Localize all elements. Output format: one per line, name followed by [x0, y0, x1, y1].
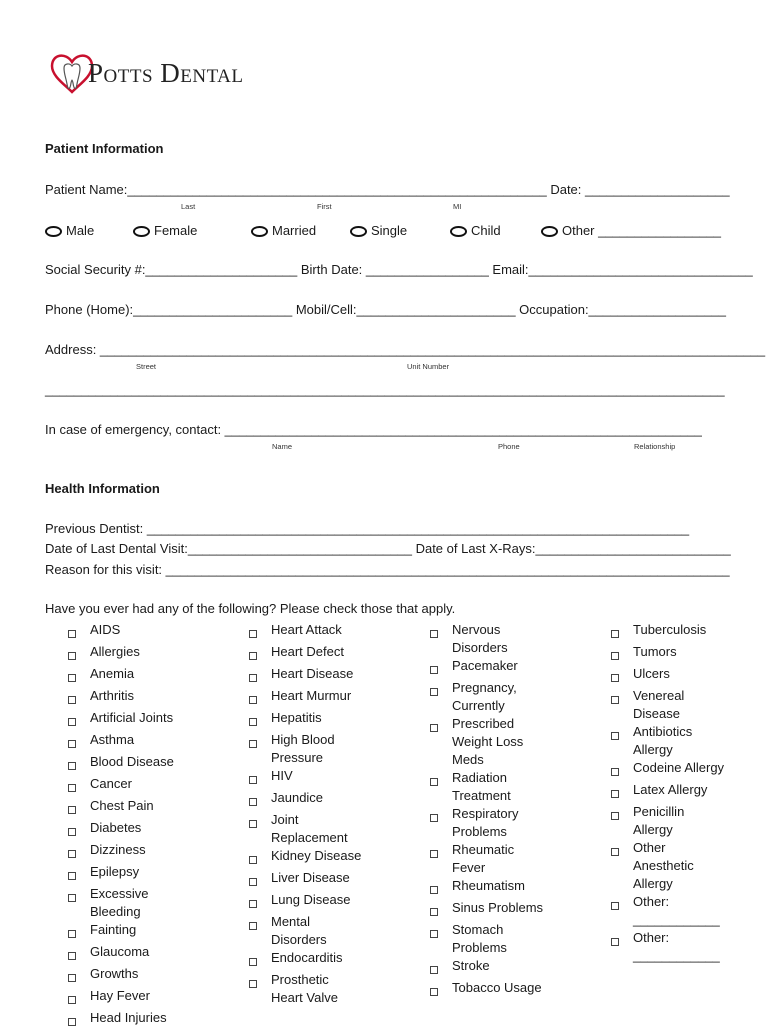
condition-item[interactable]: Penicillin Allergy	[611, 803, 741, 839]
checkbox[interactable]	[611, 674, 619, 682]
checkbox[interactable]	[430, 930, 438, 938]
condition-item[interactable]: Fainting	[68, 921, 228, 943]
checkbox[interactable]	[68, 696, 76, 704]
ssn-line[interactable]: Social Security #:_____________________ Birth Date: _________________ Email:_______________________________	[45, 262, 753, 277]
single-label: Single	[371, 223, 408, 238]
single-radio[interactable]	[350, 226, 367, 237]
condition-item[interactable]: Joint Replacement	[249, 811, 379, 847]
sub-unit-number: Unit Number	[407, 362, 450, 371]
checkbox[interactable]	[249, 820, 257, 828]
condition-item[interactable]: Radiation Treatment	[430, 769, 560, 805]
sub-last: Last	[181, 202, 196, 211]
checkbox[interactable]	[430, 966, 438, 974]
female-radio[interactable]	[133, 226, 150, 237]
checkbox[interactable]	[68, 740, 76, 748]
other-label[interactable]: Other _________________	[562, 223, 722, 238]
condition-item[interactable]: Tuberculosis	[611, 621, 741, 643]
checkbox[interactable]	[68, 850, 76, 858]
checkbox[interactable]	[249, 674, 257, 682]
condition-item[interactable]: Rheumatic Fever	[430, 841, 560, 877]
condition-item[interactable]: Stroke	[430, 957, 560, 979]
checkbox[interactable]	[430, 814, 438, 822]
sub-street: Street	[136, 362, 157, 371]
checkbox[interactable]	[68, 952, 76, 960]
checkbox[interactable]	[249, 740, 257, 748]
conditions-col-4	[611, 621, 741, 965]
condition-item[interactable]: Cancer	[68, 775, 228, 797]
condition-item[interactable]: Pregnancy, Currently	[430, 679, 560, 715]
condition-item[interactable]: Heart Murmur	[249, 687, 379, 709]
checkbox[interactable]	[611, 652, 619, 660]
checkbox[interactable]	[249, 696, 257, 704]
condition-item[interactable]: Excessive Bleeding	[68, 885, 228, 921]
condition-item[interactable]: Tobacco Usage	[430, 979, 560, 1001]
checkbox[interactable]	[430, 908, 438, 916]
condition-item[interactable]: Dizziness	[68, 841, 228, 863]
checkbox[interactable]	[430, 666, 438, 674]
condition-item[interactable]: Other: ____________	[611, 929, 741, 965]
checkbox[interactable]	[249, 630, 257, 638]
condition-item[interactable]: Rheumatism	[430, 877, 560, 899]
checkbox[interactable]	[430, 724, 438, 732]
checkbox[interactable]	[68, 674, 76, 682]
condition-item[interactable]: Arthritis	[68, 687, 228, 709]
condition-item[interactable]: Asthma	[68, 731, 228, 753]
condition-item[interactable]: Nervous Disorders	[430, 621, 560, 657]
male-label: Male	[66, 223, 95, 238]
checkbox[interactable]	[68, 806, 76, 814]
child-radio[interactable]	[450, 226, 467, 237]
checkbox[interactable]	[611, 630, 619, 638]
condition-item[interactable]: Anemia	[68, 665, 228, 687]
checkbox[interactable]	[430, 886, 438, 894]
condition-item[interactable]: Lung Disease	[249, 891, 379, 913]
condition-item[interactable]: Other Anesthetic Allergy	[611, 839, 741, 893]
patient-name-line[interactable]: Patient Name:__________________________________________________________ Date: ____________________	[45, 182, 730, 197]
condition-item[interactable]: Sinus Problems	[430, 899, 560, 921]
child-label: Child	[471, 223, 501, 238]
conditions-col-3	[430, 621, 560, 1001]
checkbox[interactable]	[611, 848, 619, 856]
other-radio[interactable]	[541, 226, 558, 237]
checkbox[interactable]	[430, 688, 438, 696]
condition-item[interactable]: Hay Fever	[68, 987, 228, 1009]
condition-item[interactable]: AIDS	[68, 621, 228, 643]
conditions-question: Have you ever had any of the following? Please check those that apply.	[45, 601, 456, 616]
condition-item[interactable]: Latex Allergy	[611, 781, 741, 803]
checkbox[interactable]	[249, 900, 257, 908]
condition-item[interactable]: Blood Disease	[68, 753, 228, 775]
condition-item[interactable]: Stomach Problems	[430, 921, 560, 957]
checkbox[interactable]	[68, 828, 76, 836]
checkbox[interactable]	[68, 1018, 76, 1026]
condition-item[interactable]: Head Injuries	[68, 1009, 228, 1031]
checkbox[interactable]	[249, 878, 257, 886]
sub-name: Name	[272, 442, 293, 451]
conditions-col-2	[249, 621, 379, 1007]
checkbox[interactable]	[249, 856, 257, 864]
sub-mi: MI	[453, 202, 462, 211]
checkbox[interactable]	[68, 630, 76, 638]
checkbox[interactable]	[249, 980, 257, 988]
condition-item[interactable]: Heart Attack	[249, 621, 379, 643]
address-line[interactable]: Address: ____________________________________________________________________________________________	[45, 342, 766, 357]
checkbox[interactable]	[249, 798, 257, 806]
checkbox[interactable]	[430, 630, 438, 638]
condition-item[interactable]: Prosthetic Heart Valve	[249, 971, 379, 1007]
patient-info-heading: Patient Information	[45, 141, 164, 156]
checkbox[interactable]	[249, 776, 257, 784]
condition-item[interactable]: Allergies	[68, 643, 228, 665]
female-label: Female	[154, 223, 198, 238]
male-radio[interactable]	[45, 226, 62, 237]
condition-item[interactable]: Heart Defect	[249, 643, 379, 665]
condition-item[interactable]: Glaucoma	[68, 943, 228, 965]
condition-item[interactable]: Codeine Allergy	[611, 759, 741, 781]
condition-item[interactable]: Liver Disease	[249, 869, 379, 891]
condition-item[interactable]: Other: ____________	[611, 893, 741, 929]
checkbox[interactable]	[249, 718, 257, 726]
condition-item[interactable]: HIV	[249, 767, 379, 789]
condition-item[interactable]: Chest Pain	[68, 797, 228, 819]
checkbox[interactable]	[611, 812, 619, 820]
married-radio[interactable]	[251, 226, 268, 237]
checkbox[interactable]	[68, 784, 76, 792]
condition-item[interactable]: High Blood Pressure	[249, 731, 379, 767]
checkbox[interactable]	[249, 958, 257, 966]
condition-item[interactable]: Endocarditis	[249, 949, 379, 971]
checkbox[interactable]	[611, 768, 619, 776]
condition-item[interactable]: Mental Disorders	[249, 913, 379, 949]
logo-text: Potts Dental	[88, 58, 244, 88]
condition-item[interactable]: Venereal Disease	[611, 687, 741, 723]
last-visit-line[interactable]: Date of Last Dental Visit:_______________________________ Date of Last X-Rays:___________________________	[45, 541, 731, 556]
checkbox[interactable]	[430, 988, 438, 996]
condition-item[interactable]: Diabetes	[68, 819, 228, 841]
condition-item[interactable]: Prescribed Weight Loss Meds	[430, 715, 560, 769]
checkbox[interactable]	[430, 778, 438, 786]
checkbox[interactable]	[611, 732, 619, 740]
condition-item[interactable]: Artificial Joints	[68, 709, 228, 731]
checkbox[interactable]	[68, 930, 76, 938]
conditions-col-1	[68, 621, 228, 1031]
checkbox[interactable]	[68, 894, 76, 902]
address-line-2[interactable]: ______________________________________________________________________________________________	[45, 382, 725, 397]
logo	[48, 50, 298, 100]
checkbox[interactable]	[611, 902, 619, 910]
condition-item[interactable]: Heart Disease	[249, 665, 379, 687]
health-info-heading: Health Information	[45, 481, 160, 496]
condition-item[interactable]: Tumors	[611, 643, 741, 665]
reason-line[interactable]: Reason for this visit: ______________________________________________________________________________	[45, 562, 730, 577]
condition-item[interactable]: Pacemaker	[430, 657, 560, 679]
condition-item[interactable]: Growths	[68, 965, 228, 987]
condition-item[interactable]: Ulcers	[611, 665, 741, 687]
condition-item[interactable]: Respiratory Problems	[430, 805, 560, 841]
sub-relationship: Relationship	[634, 442, 676, 451]
condition-item[interactable]: Hepatitis	[249, 709, 379, 731]
checkbox[interactable]	[68, 996, 76, 1004]
sub-phone: Phone	[498, 442, 520, 451]
checkbox[interactable]	[249, 652, 257, 660]
condition-item[interactable]: Jaundice	[249, 789, 379, 811]
condition-item[interactable]: Antibiotics Allergy	[611, 723, 741, 759]
checkbox[interactable]	[68, 718, 76, 726]
emergency-contact-line[interactable]: In case of emergency, contact: __________________________________________________________________	[45, 422, 702, 437]
checkbox[interactable]	[611, 938, 619, 946]
checkbox[interactable]	[611, 790, 619, 798]
phone-line[interactable]: Phone (Home):______________________ Mobil/Cell:______________________ Occupation:___________________	[45, 302, 726, 317]
checkbox[interactable]	[68, 652, 76, 660]
sub-first: First	[317, 202, 332, 211]
checkbox[interactable]	[68, 974, 76, 982]
condition-item[interactable]: Epilepsy	[68, 863, 228, 885]
condition-item[interactable]: Kidney Disease	[249, 847, 379, 869]
checkbox[interactable]	[249, 922, 257, 930]
checkbox[interactable]	[430, 850, 438, 858]
checkbox[interactable]	[611, 696, 619, 704]
checkbox[interactable]	[68, 872, 76, 880]
previous-dentist-line[interactable]: Previous Dentist: ___________________________________________________________________________	[45, 521, 690, 536]
married-label: Married	[272, 223, 317, 238]
checkbox[interactable]	[68, 762, 76, 770]
